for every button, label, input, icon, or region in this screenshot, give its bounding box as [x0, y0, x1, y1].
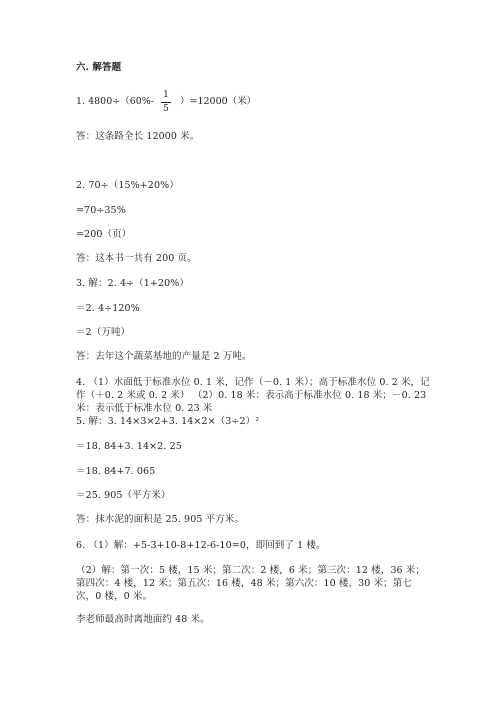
q3-line-2: ＝2. 4÷120% — [76, 303, 140, 314]
q6-answer: 李老师最高时离地面约 48 米。 — [76, 614, 210, 625]
q3-line-1: 3. 解：2. 4÷（1+20%） — [76, 278, 189, 289]
q6-line-1: 6. （1）解：+5-3+10-8+12-6-10=0，即回到了 1 楼。 — [76, 540, 326, 551]
q2-line-3: =200（页） — [76, 229, 132, 240]
q1-fraction-bar — [161, 102, 171, 103]
q2-answer: 答：这本书一共有 200 页。 — [76, 253, 197, 264]
q3-answer: 答：去年这个蔬菜基地的产量是 2 万吨。 — [76, 351, 252, 362]
q5-line-3: ＝18. 84+7. 065 — [76, 466, 156, 477]
q2-line-1: 2. 70÷（15%+20%） — [76, 180, 179, 191]
q4-line-2: 作（＋0. 2 米或 0. 2 米） （2）0. 18 米：表示高于标准水位 0. 18 米；－0. 23 — [76, 390, 427, 401]
q1-fraction-denominator: 5 — [163, 104, 169, 114]
q6-line-2: （2）解：第一次：5 楼，15 米；第二次：2 楼，6 米；第三次：12 楼，36 米； — [76, 565, 425, 576]
q1-fraction — [158, 90, 174, 116]
q4-line-1: 4. （1）水面低于标准水位 0. 1 米，记作（－0. 1 米）；高于标准水位 0. 2 米，记 — [76, 377, 430, 388]
q4-line-3: 米：表示低于标准水位 0. 23 米 — [76, 403, 213, 414]
q5-line-4: ＝25. 905（平方米） — [76, 490, 171, 501]
q3-line-3: ＝2（万吨） — [76, 327, 131, 338]
q6-line-4: 次，0 楼，0 米。 — [76, 591, 153, 602]
q2-line-2: =70÷35% — [76, 205, 126, 216]
q1-answer: 答：这条路全长 12000 米。 — [76, 131, 200, 142]
q5-line-1: 5. 解：3. 14×3×2+3. 14×2×（3÷2）² — [76, 416, 260, 427]
section-title: 六. 解答题 — [76, 62, 122, 73]
q1-fraction-numerator: 1 — [163, 90, 169, 100]
q1-expression-right: ）=12000（米） — [180, 96, 257, 107]
q1-expression-left: 1. 4800÷（60%- — [76, 96, 155, 107]
q6-line-3: 第四次：4 楼，12 米；第五次：16 楼，48 米；第六次：10 楼，30 米；第七 — [76, 578, 412, 589]
q5-answer: 答：抹水泥的面积是 25. 905 平方米。 — [76, 514, 245, 525]
q5-line-2: ＝18. 84+3. 14×2. 25 — [76, 441, 182, 452]
